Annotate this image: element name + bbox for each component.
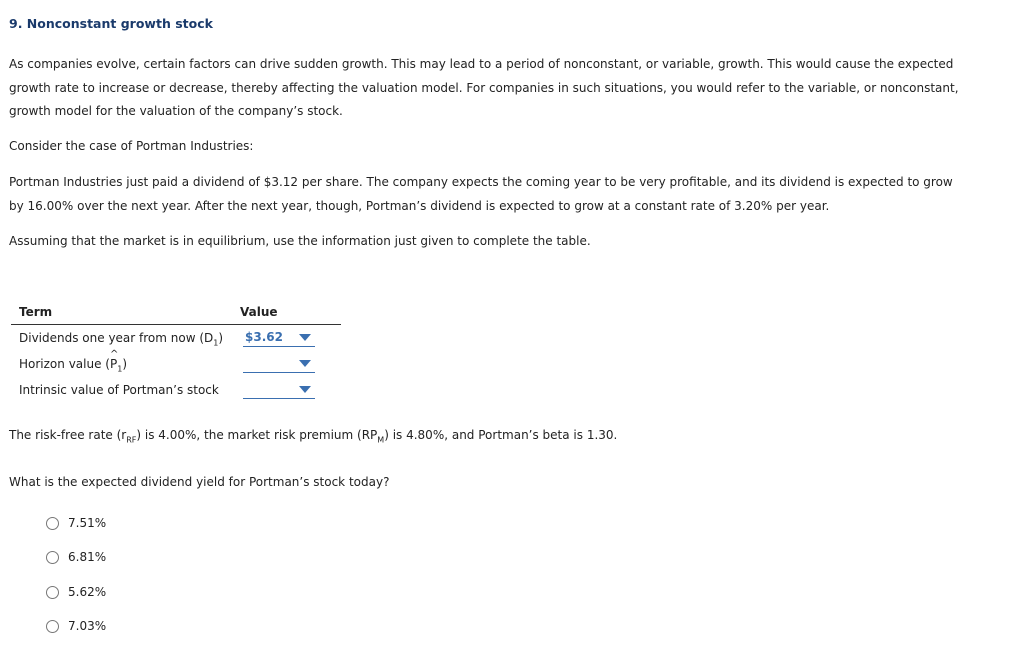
instruction-text: Assuming that the market is in equilibrium, use the information just given to complete the table. xyxy=(9,234,591,248)
radio-button[interactable] xyxy=(46,586,59,599)
row-intrinsic-label: Intrinsic value of Portman’s stock xyxy=(19,383,219,397)
radio-button[interactable] xyxy=(46,517,59,530)
intrinsic-value-dropdown[interactable] xyxy=(243,381,315,399)
dividend-dropdown[interactable] xyxy=(243,329,315,347)
option-label: 7.51% xyxy=(68,516,107,530)
dividend-dropdown-value: $3.62 xyxy=(245,330,283,344)
chevron-down-icon xyxy=(299,360,311,367)
chevron-down-icon xyxy=(299,334,311,341)
term-header: Term xyxy=(19,305,53,319)
dividend-yield-question: What is the expected dividend yield for Portman’s stock today? xyxy=(9,475,390,489)
horizon-value-dropdown[interactable] xyxy=(243,355,315,373)
radio-button[interactable] xyxy=(46,551,59,564)
option-label: 7.03% xyxy=(68,619,107,633)
valuation-table xyxy=(11,304,341,403)
case-paragraph: Portman Industries just paid a dividend of $3.12 per share. The company expects the coming year to be very profitable, and its dividend is expected to grow by 16.00% over the next year. After the next year, though, Portman’s dividend is expected to grow at a constant rate of 3.20% per year. xyxy=(9,175,953,213)
chevron-down-icon xyxy=(299,386,311,393)
question-title: 9. Nonconstant growth stock xyxy=(9,16,213,31)
table-header xyxy=(11,304,341,325)
option-label: 5.62% xyxy=(68,585,107,599)
radio-button[interactable] xyxy=(46,620,59,633)
value-header: Value xyxy=(240,305,278,319)
risk-info-text: The risk-free rate $(r_{RF})$ is 4.00%, the market risk premium $(RP_M)$ is 4.80%, and Portman’s beta is 1.30. xyxy=(9,428,618,445)
row-dividend-label: Dividends one year from now $(D_1)$ xyxy=(19,331,224,348)
intro-paragraph: As companies evolve, certain factors can drive sudden growth. This may lead to a period of nonconstant, or variable, growth. This would cause the expected growth rate to increase or decrease, thereby affecting the valuation model. For companies in such situations, you would refer to the variable, or nonconstant, growth model for the valuation of the company’s stock. xyxy=(9,57,959,118)
row-horizon-label: Horizon value (^ $P_1$) xyxy=(19,357,127,373)
option-label: 6.81% xyxy=(68,550,107,564)
table-row xyxy=(11,377,341,403)
case-intro: Consider the case of Portman Industries: xyxy=(9,139,254,153)
table-row xyxy=(11,351,341,377)
table-row xyxy=(11,325,341,351)
